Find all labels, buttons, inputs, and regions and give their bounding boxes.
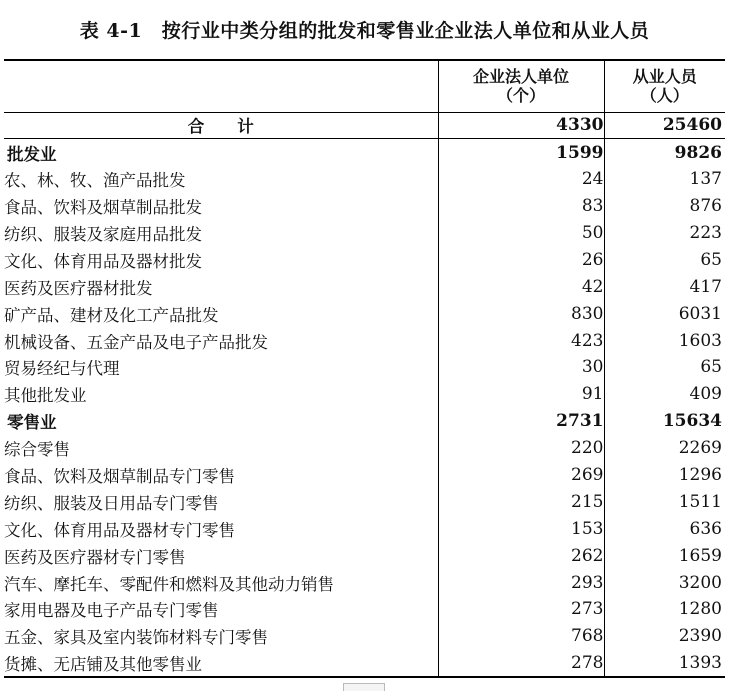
table-row: [4, 273, 725, 300]
table-row: [4, 327, 725, 354]
row-employees: 65: [604, 354, 725, 381]
row-label: 纺织、服装及日用品专门零售: [4, 493, 219, 513]
row-employees: 6031: [604, 300, 725, 327]
row-label: 家用电器及电子产品专门零售: [4, 601, 219, 621]
section-employees: 15634: [604, 408, 725, 435]
header-employees: [604, 60, 725, 112]
table-row: [4, 569, 725, 596]
row-employees: 409: [604, 381, 725, 408]
row-units: 262: [438, 542, 604, 569]
table-row: [4, 354, 725, 381]
table-row: [4, 542, 725, 569]
row-employees: 1603: [604, 327, 725, 354]
table-row: [4, 381, 725, 408]
row-label: 贸易经纪与代理: [4, 359, 120, 379]
row-label: 货摊、无店铺及其他零售业: [4, 650, 438, 677]
row-employees: 223: [604, 220, 725, 247]
row-employees: 2269: [604, 435, 725, 462]
header-employees-line2: （人）: [640, 86, 689, 106]
statistics-table: [4, 59, 725, 678]
table-row: [4, 166, 725, 193]
table-row: [4, 515, 725, 542]
row-units: 50: [438, 220, 604, 247]
section-units: 1599: [438, 139, 604, 166]
row-label: 文化、体育用品及器材批发: [4, 251, 202, 271]
row-label: 机械设备、五金产品及电子产品批发: [4, 332, 268, 352]
row-label: 综合零售: [4, 440, 70, 460]
row-units: 24: [438, 166, 604, 193]
row-employees: 1393: [604, 650, 725, 677]
total-label: 合 计: [4, 112, 438, 139]
row-units: 768: [438, 623, 604, 650]
header-employees-line1: 从业人员: [632, 67, 697, 87]
row-employees: 876: [604, 193, 725, 220]
header-units-line2: （个）: [496, 86, 545, 106]
table-row: [4, 220, 725, 247]
table-row: [4, 650, 725, 677]
row-employees: 1511: [604, 488, 725, 515]
row-employees: 65: [604, 246, 725, 273]
row-units: 278: [438, 650, 604, 677]
row-units: 830: [438, 300, 604, 327]
row-units: 42: [438, 273, 604, 300]
total-row: [4, 112, 725, 139]
section-row-retail: [4, 408, 725, 435]
section-label: 零售业: [7, 413, 57, 433]
row-units: 220: [438, 435, 604, 462]
header-row: [4, 60, 725, 112]
row-label: 其他批发业: [4, 386, 87, 406]
row-units: 91: [438, 381, 604, 408]
row-label: 食品、饮料及烟草制品专门零售: [4, 467, 235, 487]
table-row: [4, 300, 725, 327]
table-row: [4, 488, 725, 515]
table-row: [4, 246, 725, 273]
row-label: 医药及医疗器材专门零售: [4, 547, 186, 567]
section-employees: 9826: [604, 139, 725, 166]
row-units: 153: [438, 515, 604, 542]
row-employees: 1296: [604, 462, 725, 489]
row-label: 纺织、服装及家庭用品批发: [4, 225, 202, 244]
table-row: [4, 596, 725, 623]
total-employees: 25460: [604, 112, 725, 139]
total-units: 4330: [438, 112, 604, 139]
row-units: 269: [438, 462, 604, 489]
section-label: 批发业: [7, 144, 57, 164]
row-label: 汽车、摩托车、零配件和燃料及其他动力销售: [4, 574, 334, 594]
row-units: 26: [438, 246, 604, 273]
row-units: 423: [438, 327, 604, 354]
row-label: 医药及医疗器材批发: [4, 278, 153, 298]
header-units-line1: 企业法人单位: [472, 67, 569, 87]
section-units: 2731: [438, 408, 604, 435]
header-blank-cell: [4, 60, 438, 112]
row-label: 农、林、牧、渔产品批发: [4, 171, 186, 191]
row-employees: 1659: [604, 542, 725, 569]
row-employees: 1280: [604, 596, 725, 623]
row-label: 文化、体育用品及器材专门零售: [4, 520, 235, 540]
row-employees: 417: [604, 273, 725, 300]
table-row: [4, 623, 725, 650]
table-title: 表 4-1 按行业中类分组的批发和零售业企业法人单位和从业人员: [79, 19, 650, 42]
row-units: 293: [438, 569, 604, 596]
header-units: [438, 60, 604, 112]
row-units: 215: [438, 488, 604, 515]
row-units: 273: [438, 596, 604, 623]
row-employees: 3200: [604, 569, 725, 596]
row-employees: 137: [604, 166, 725, 193]
row-units: 83: [438, 193, 604, 220]
row-employees: 2390: [604, 623, 725, 650]
table-row: [4, 435, 725, 462]
row-label: 矿产品、建材及化工产品批发: [4, 305, 219, 325]
section-row-wholesale: [4, 139, 725, 166]
row-label: 食品、饮料及烟草制品批发: [4, 198, 202, 218]
table-row: [4, 193, 725, 220]
row-label: 五金、家具及室内装饰材料专门零售: [4, 628, 268, 648]
row-units: 30: [438, 354, 604, 381]
table-row: [4, 462, 725, 489]
row-employees: 636: [604, 515, 725, 542]
